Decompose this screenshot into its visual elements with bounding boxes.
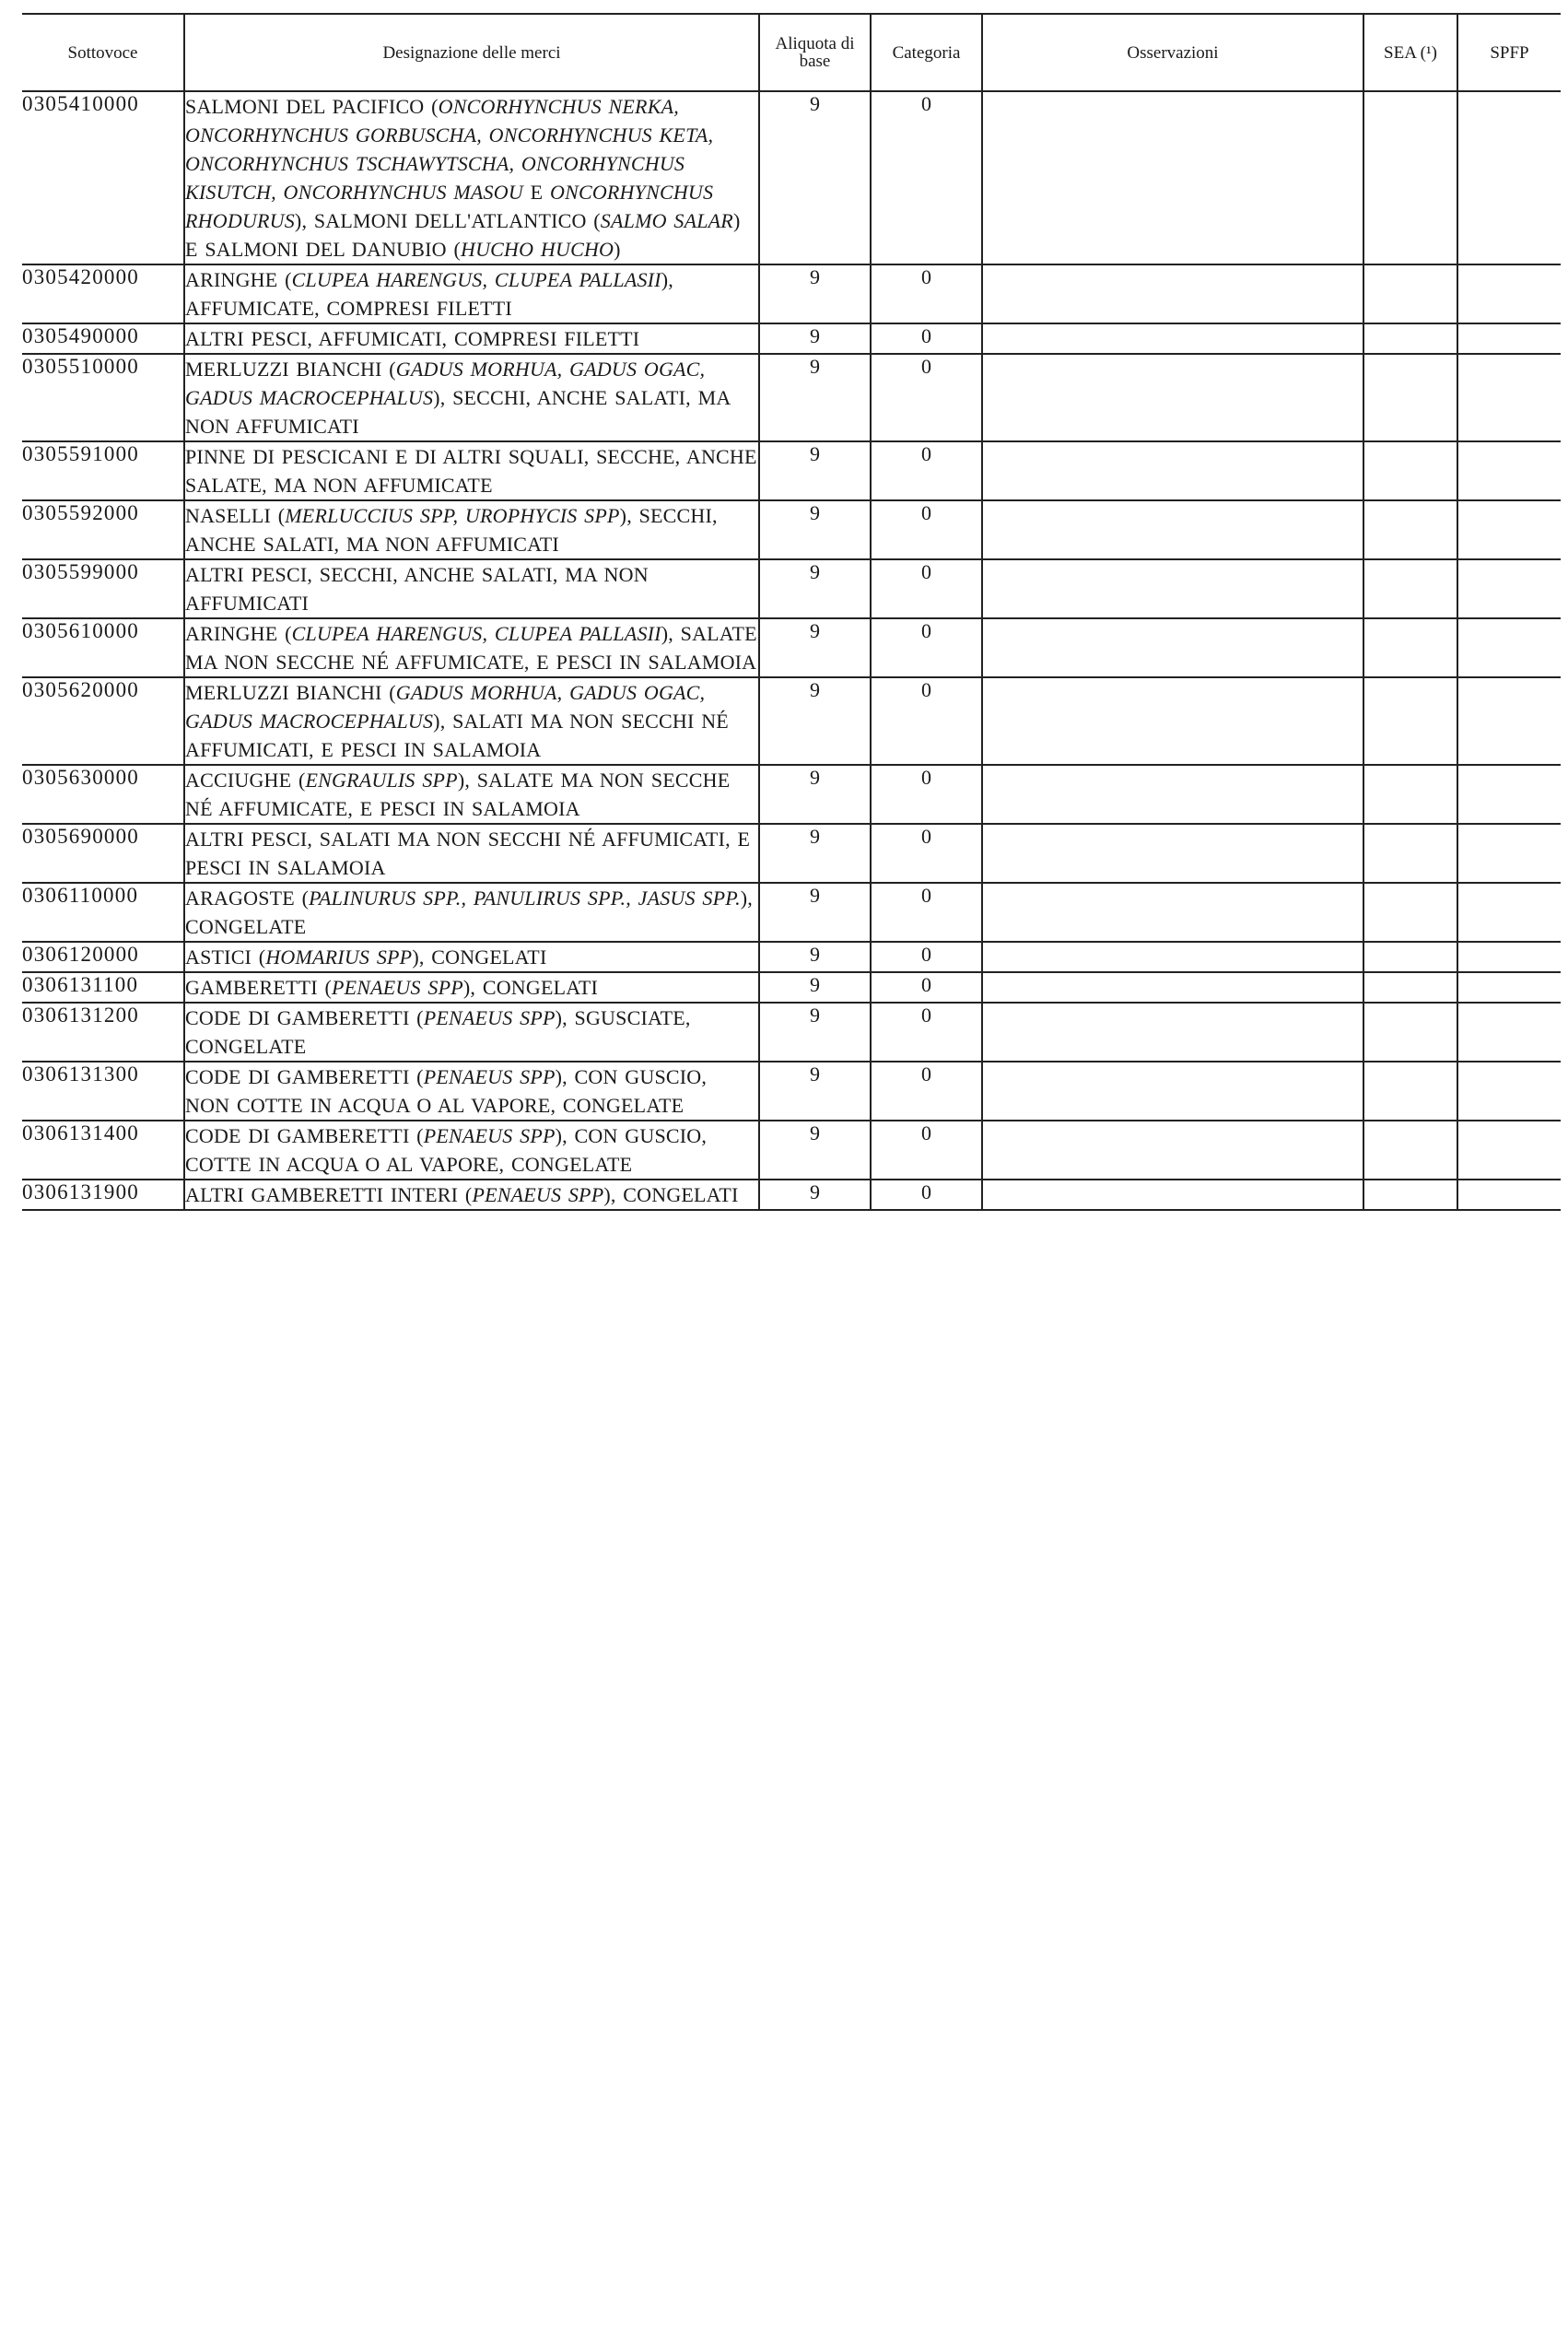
osservazioni-cell (982, 354, 1363, 441)
col-header-osservazioni: Osservazioni (982, 14, 1363, 91)
tariff-table (22, 13, 1561, 1211)
table-row (22, 441, 1561, 500)
description-text: PINNE DI PESCICANI E DI ALTRI SQUALI, SECCHE, ANCHE SALATE, MA NON AFFUMICATE (185, 445, 757, 497)
osservazioni-cell (982, 942, 1363, 972)
scientific-name: GADUS MORHUA, GADUS OGAC, GADUS MACROCEPHALUS (185, 358, 706, 409)
categoria-value: 0 (871, 765, 982, 824)
osservazioni-cell (982, 677, 1363, 765)
table-row (22, 1121, 1561, 1180)
merce-description (184, 354, 759, 441)
categoria-value: 0 (871, 354, 982, 441)
categoria-value: 0 (871, 677, 982, 765)
description-text: ), SECCHI, ANCHE SALATI, MA NON AFFUMICATI (185, 386, 731, 438)
categoria-value: 0 (871, 1003, 982, 1062)
sottovoce-code: 0305490000 (22, 323, 184, 354)
scientific-name: PENAEUS SPP (423, 1124, 556, 1147)
osservazioni-cell (982, 972, 1363, 1003)
scientific-name: ONCORHYNCHUS RHODURUS (185, 181, 714, 232)
categoria-value: 0 (871, 1121, 982, 1180)
description-text: MERLUZZI BIANCHI ( (185, 681, 396, 704)
merce-description (184, 323, 759, 354)
sottovoce-code: 0305420000 (22, 264, 184, 323)
sottovoce-code: 0305690000 (22, 824, 184, 883)
spfp-cell (1457, 91, 1561, 264)
spfp-cell (1457, 1121, 1561, 1180)
sottovoce-code: 0305620000 (22, 677, 184, 765)
sottovoce-code: 0305510000 (22, 354, 184, 441)
sea-cell (1363, 441, 1457, 500)
sottovoce-code: 0306131900 (22, 1180, 184, 1210)
description-text: ALTRI PESCI, SALATI MA NON SECCHI NÉ AFFUMICATI, E PESCI IN SALAMOIA (185, 828, 751, 879)
sea-cell (1363, 972, 1457, 1003)
aliquota-value: 9 (759, 765, 871, 824)
sea-cell (1363, 1121, 1457, 1180)
table-body (22, 91, 1561, 1210)
scientific-name: CLUPEA HARENGUS, CLUPEA PALLASII (291, 622, 661, 645)
sottovoce-code: 0305599000 (22, 559, 184, 618)
spfp-cell (1457, 264, 1561, 323)
aliquota-value: 9 (759, 354, 871, 441)
osservazioni-cell (982, 323, 1363, 354)
table-row (22, 1062, 1561, 1121)
table-row (22, 1180, 1561, 1210)
aliquota-value: 9 (759, 1121, 871, 1180)
description-text: ), AFFUMICATE, COMPRESI FILETTI (185, 268, 673, 320)
osservazioni-cell (982, 1180, 1363, 1210)
description-text: CODE DI GAMBERETTI ( (185, 1065, 424, 1088)
merce-description (184, 883, 759, 942)
col-header-designazione: Designazione delle merci (184, 14, 759, 91)
table-row (22, 972, 1561, 1003)
description-text: ) E SALMONI DEL DANUBIO ( (185, 209, 741, 261)
sottovoce-code: 0306131400 (22, 1121, 184, 1180)
description-text: ) (614, 238, 621, 261)
merce-description (184, 559, 759, 618)
col-header-sottovoce: Sottovoce (22, 14, 184, 91)
scientific-name: ONCORHYNCHUS NERKA, ONCORHYNCHUS GORBUSCHA, ONCORHYNCHUS KETA, ONCORHYNCHUS TSCHAWYTSCHA, ONCORHYNCHUS KISUTCH, ONCORHYNCHUS MASOU (185, 95, 714, 204)
merce-description (184, 91, 759, 264)
merce-description (184, 1062, 759, 1121)
categoria-value: 0 (871, 972, 982, 1003)
aliquota-label-line2: base (799, 52, 831, 71)
spfp-cell (1457, 323, 1561, 354)
table-row (22, 824, 1561, 883)
scientific-name: ENGRAULIS SPP (305, 769, 458, 792)
header-row (22, 14, 1561, 91)
categoria-value: 0 (871, 559, 982, 618)
sottovoce-code: 0305410000 (22, 91, 184, 264)
merce-description (184, 972, 759, 1003)
categoria-value: 0 (871, 1180, 982, 1210)
scientific-name: PENAEUS SPP (332, 976, 463, 999)
merce-description (184, 264, 759, 323)
aliquota-value: 9 (759, 677, 871, 765)
description-text: NASELLI ( (185, 504, 286, 527)
merce-description (184, 765, 759, 824)
description-text: ARINGHE ( (185, 268, 292, 291)
spfp-cell (1457, 559, 1561, 618)
table-row (22, 618, 1561, 677)
sea-cell (1363, 618, 1457, 677)
description-text: ), SECCHI, ANCHE SALATI, MA NON AFFUMICATI (185, 504, 718, 556)
description-text: ALTRI GAMBERETTI INTERI ( (185, 1183, 473, 1206)
col-header-spfp: SPFP (1457, 14, 1561, 91)
merce-description (184, 824, 759, 883)
sottovoce-code: 0306131300 (22, 1062, 184, 1121)
osservazioni-cell (982, 559, 1363, 618)
aliquota-label-line1: Aliquota di (775, 34, 855, 53)
categoria-value: 0 (871, 1062, 982, 1121)
description-text: ARAGOSTE ( (185, 886, 310, 910)
categoria-value: 0 (871, 500, 982, 559)
description-text: ), CON GUSCIO, NON COTTE IN ACQUA O AL VAPORE, CONGELATE (185, 1065, 708, 1117)
spfp-cell (1457, 883, 1561, 942)
categoria-value: 0 (871, 441, 982, 500)
scientific-name: MERLUCCIUS SPP, UROPHYCIS SPP (285, 504, 620, 527)
description-text: ), SALATE MA NON SECCHE NÉ AFFUMICATE, E PESCI IN SALAMOIA (185, 622, 757, 674)
scientific-name: PENAEUS SPP (423, 1065, 556, 1088)
aliquota-value: 9 (759, 1062, 871, 1121)
merce-description (184, 1121, 759, 1180)
spfp-cell (1457, 824, 1561, 883)
osservazioni-cell (982, 500, 1363, 559)
merce-description (184, 618, 759, 677)
spfp-cell (1457, 1180, 1561, 1210)
spfp-cell (1457, 1003, 1561, 1062)
categoria-value: 0 (871, 323, 982, 354)
sea-cell (1363, 500, 1457, 559)
merce-description (184, 441, 759, 500)
sea-cell (1363, 1062, 1457, 1121)
aliquota-value: 9 (759, 264, 871, 323)
osservazioni-cell (982, 264, 1363, 323)
sea-cell (1363, 677, 1457, 765)
table-row (22, 354, 1561, 441)
scientific-name: GADUS MORHUA, GADUS OGAC, GADUS MACROCEPHALUS (185, 681, 706, 733)
col-header-categoria: Categoria (871, 14, 982, 91)
aliquota-value: 9 (759, 824, 871, 883)
description-text: ASTICI ( (185, 945, 266, 969)
spfp-cell (1457, 942, 1561, 972)
sea-cell (1363, 354, 1457, 441)
spfp-cell (1457, 618, 1561, 677)
categoria-value: 0 (871, 618, 982, 677)
table-row (22, 559, 1561, 618)
description-text: ), SALATI MA NON SECCHI NÉ AFFUMICATI, E PESCI IN SALAMOIA (185, 710, 729, 761)
description-text: ), CONGELATI (603, 1183, 739, 1206)
aliquota-value: 9 (759, 500, 871, 559)
table-row (22, 1003, 1561, 1062)
spfp-cell (1457, 500, 1561, 559)
description-text: SALMONI DEL PACIFICO ( (185, 95, 439, 118)
sea-cell (1363, 559, 1457, 618)
merce-description (184, 1180, 759, 1210)
osservazioni-cell (982, 883, 1363, 942)
table-row (22, 500, 1561, 559)
description-text: E (522, 181, 550, 204)
sea-cell (1363, 765, 1457, 824)
sea-cell (1363, 264, 1457, 323)
scientific-name: HUCHO HUCHO (460, 238, 614, 261)
aliquota-value: 9 (759, 1003, 871, 1062)
col-header-aliquota (759, 14, 871, 91)
aliquota-value: 9 (759, 441, 871, 500)
description-text: ), CON GUSCIO, COTTE IN ACQUA O AL VAPORE, CONGELATE (185, 1124, 708, 1176)
osservazioni-cell (982, 1121, 1363, 1180)
description-text: MERLUZZI BIANCHI ( (185, 358, 396, 381)
sottovoce-code: 0305591000 (22, 441, 184, 500)
aliquota-value: 9 (759, 942, 871, 972)
scientific-name: SALMO SALAR (600, 209, 733, 232)
scientific-name: PALINURUS SPP., PANULIRUS SPP., JASUS SPP. (309, 886, 741, 910)
spfp-cell (1457, 677, 1561, 765)
categoria-value: 0 (871, 91, 982, 264)
table-row (22, 323, 1561, 354)
sea-cell (1363, 942, 1457, 972)
categoria-value: 0 (871, 264, 982, 323)
description-text: ), SGUSCIATE, CONGELATE (185, 1006, 691, 1058)
spfp-cell (1457, 354, 1561, 441)
scientific-name: CLUPEA HARENGUS, CLUPEA PALLASII (291, 268, 661, 291)
spfp-cell (1457, 1062, 1561, 1121)
spfp-cell (1457, 765, 1561, 824)
osservazioni-cell (982, 91, 1363, 264)
osservazioni-cell (982, 618, 1363, 677)
spfp-cell (1457, 972, 1561, 1003)
table-header (22, 14, 1561, 91)
table-row (22, 883, 1561, 942)
description-text: ), CONGELATI (462, 976, 599, 999)
sottovoce-code: 0306131100 (22, 972, 184, 1003)
aliquota-value: 9 (759, 883, 871, 942)
sottovoce-code: 0305610000 (22, 618, 184, 677)
description-text: CODE DI GAMBERETTI ( (185, 1006, 424, 1029)
categoria-value: 0 (871, 942, 982, 972)
aliquota-value: 9 (759, 1180, 871, 1210)
description-text: ), SALMONI DELL'ATLANTICO ( (294, 209, 601, 232)
osservazioni-cell (982, 1062, 1363, 1121)
sottovoce-code: 0306131200 (22, 1003, 184, 1062)
osservazioni-cell (982, 441, 1363, 500)
merce-description (184, 1003, 759, 1062)
categoria-value: 0 (871, 883, 982, 942)
description-text: CODE DI GAMBERETTI ( (185, 1124, 424, 1147)
spfp-cell (1457, 441, 1561, 500)
sea-cell (1363, 323, 1457, 354)
osservazioni-cell (982, 824, 1363, 883)
description-text: ACCIUGHE ( (185, 769, 306, 792)
scientific-name: HOMARIUS SPP (265, 945, 413, 969)
description-text: ), CONGELATE (185, 886, 754, 938)
description-text: ARINGHE ( (185, 622, 292, 645)
scientific-name: PENAEUS SPP (423, 1006, 556, 1029)
description-text: ), CONGELATI (412, 945, 547, 969)
sottovoce-code: 0305630000 (22, 765, 184, 824)
osservazioni-cell (982, 765, 1363, 824)
sea-cell (1363, 1003, 1457, 1062)
sea-cell (1363, 824, 1457, 883)
merce-description (184, 500, 759, 559)
description-text: GAMBERETTI ( (185, 976, 332, 999)
categoria-value: 0 (871, 824, 982, 883)
table-row (22, 91, 1561, 264)
sottovoce-code: 0306110000 (22, 883, 184, 942)
aliquota-value: 9 (759, 91, 871, 264)
description-text: ALTRI PESCI, SECCHI, ANCHE SALATI, MA NON AFFUMICATI (185, 563, 649, 615)
aliquota-value: 9 (759, 559, 871, 618)
description-text: ALTRI PESCI, AFFUMICATI, COMPRESI FILETTI (185, 327, 640, 350)
table-row (22, 264, 1561, 323)
aliquota-value: 9 (759, 323, 871, 354)
sea-cell (1363, 91, 1457, 264)
col-header-sea: SEA (¹) (1363, 14, 1457, 91)
osservazioni-cell (982, 1003, 1363, 1062)
sottovoce-code: 0306120000 (22, 942, 184, 972)
aliquota-value: 9 (759, 618, 871, 677)
sea-cell (1363, 1180, 1457, 1210)
sottovoce-code: 0305592000 (22, 500, 184, 559)
merce-description (184, 942, 759, 972)
sea-cell (1363, 883, 1457, 942)
description-text: ), SALATE MA NON SECCHE NÉ AFFUMICATE, E PESCI IN SALAMOIA (185, 769, 731, 820)
merce-description (184, 677, 759, 765)
table-row (22, 677, 1561, 765)
table-row (22, 942, 1561, 972)
aliquota-value: 9 (759, 972, 871, 1003)
table-row (22, 765, 1561, 824)
scientific-name: PENAEUS SPP (472, 1183, 604, 1206)
